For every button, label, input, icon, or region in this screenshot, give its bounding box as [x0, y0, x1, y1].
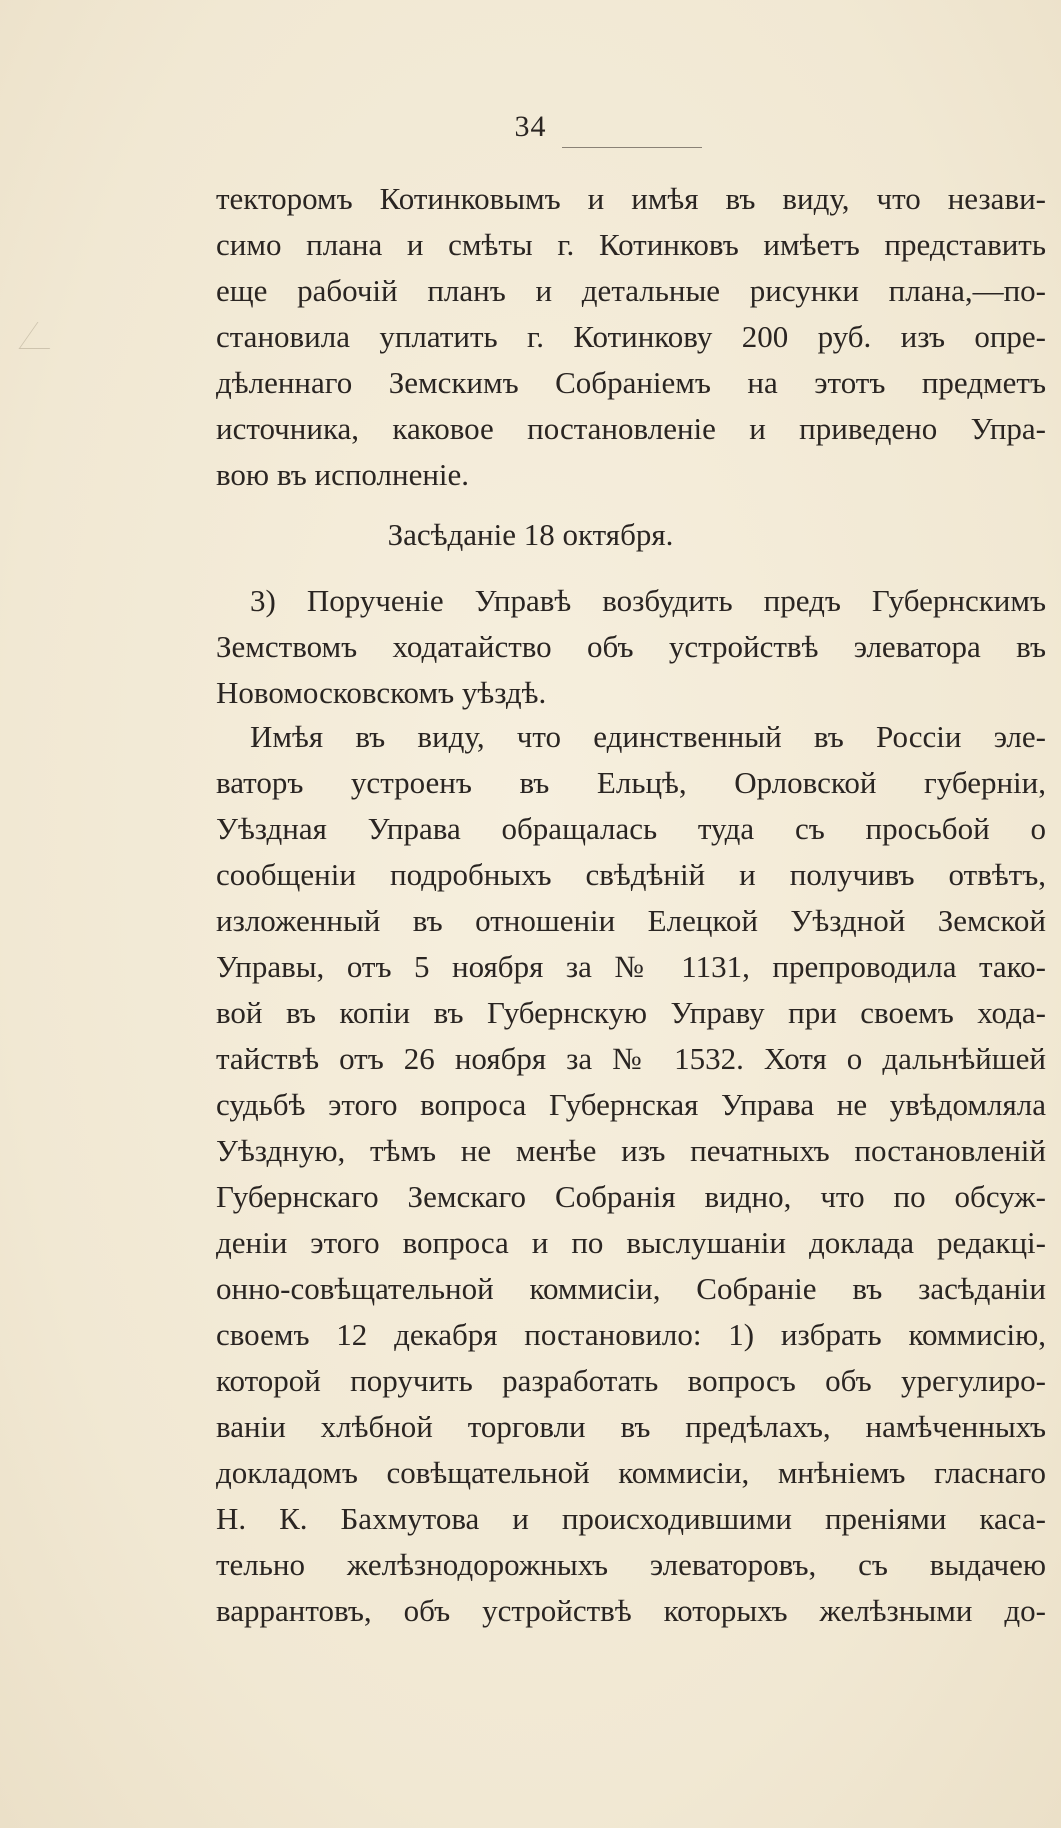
text-line: источника, каковое постановленіе и приведено Упра- [216, 411, 1046, 446]
text-line: изложенный въ отношеніи Елецкой Уѣздной Земской [216, 903, 1046, 938]
text-line: ваніи хлѣбной торговли въ предѣлахъ, намѣченныхъ [216, 1409, 1046, 1444]
body-paragraph [216, 714, 1046, 1634]
text-line: дѣленнаго Земскимъ Собраніемъ на этотъ предметъ [216, 365, 1046, 400]
text-line: деніи этого вопроса и по выслушаніи доклада редакці- [216, 1225, 1046, 1260]
text-line: вой въ копіи въ Губернскую Управу при своемъ хода- [216, 995, 1046, 1030]
text-line: тельно желѣзнодорожныхъ элеваторовъ, съ выдачею [216, 1547, 1046, 1582]
text-line: которой поручить разработать вопросъ объ урегулиро- [216, 1363, 1046, 1398]
text-line: текторомъ Котинковымъ и имѣя въ виду, что незави- [216, 181, 1046, 216]
text-line: Губернскаго Земскаго Собранія видно, что по обсуж- [216, 1179, 1046, 1214]
page-number: 34 [514, 110, 547, 143]
session-heading: Засѣданіе 18 октября. [387, 517, 674, 552]
text-line: тайствѣ отъ 26 ноября за № 1532. Хотя о дальнѣйшей [216, 1041, 1046, 1076]
item-title [216, 578, 1046, 716]
margin-pencil-mark [19, 322, 69, 349]
page-number-rule [562, 147, 702, 148]
text-line: онно-совѣщательной коммисіи, Собраніе въ засѣданіи [216, 1271, 1046, 1306]
text-line: ваторъ устроенъ въ Ельцѣ, Орловской губерніи, [216, 765, 1046, 800]
text-line: симо плана и смѣты г. Котинковъ имѣетъ представить [216, 227, 1046, 262]
text-line: еще рабочій планъ и детальные рисунки плана,—по- [216, 273, 1046, 308]
text-line: своемъ 12 декабря постановило: 1) избрать коммисію, [216, 1317, 1046, 1352]
text-line: Имѣя въ виду, что единственный въ Россіи эле- [250, 719, 1046, 754]
paragraph-continued [216, 176, 1046, 498]
text-line: становила уплатить г. Котинкову 200 руб. изъ опре- [216, 319, 1046, 354]
text-line: Земствомъ ходатайство объ устройствѣ элеватора въ [216, 629, 1046, 664]
text-line: Новомосковскомъ уѣздѣ. [216, 675, 547, 710]
text-line: Управы, отъ 5 ноября за № 1131, препроводила тако- [216, 949, 1046, 984]
text-line: судьбѣ этого вопроса Губернская Управа не увѣдомляла [216, 1087, 1046, 1122]
text-line: Уѣздную, тѣмъ не менѣе изъ печатныхъ постановленій [216, 1133, 1046, 1168]
text-line: Уѣздная Управа обращалась туда съ просьбой о [216, 811, 1046, 846]
text-line: 3) Порученіе Управѣ возбудить предъ Губернскимъ [250, 583, 1046, 618]
text-line: сообщеніи подробныхъ свѣдѣній и получивъ отвѣтъ, [216, 857, 1046, 892]
text-line: вою въ исполненіе. [216, 457, 470, 492]
text-line: варрантовъ, объ устройствѣ которыхъ желѣзными до- [216, 1593, 1046, 1628]
text-line: докладомъ совѣщательной коммисіи, мнѣніемъ гласнаго [216, 1455, 1046, 1490]
text-line: Н. К. Бахмутова и происходившими преніями каса- [216, 1501, 1046, 1536]
